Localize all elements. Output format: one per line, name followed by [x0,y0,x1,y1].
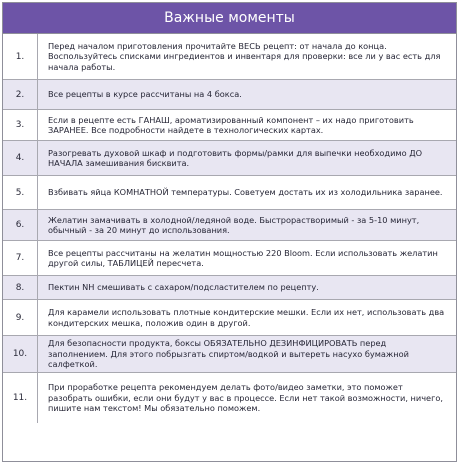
row-text: Пектин NH смешивать с сахаром/подсластителем по рецепту. [48,282,319,293]
table-row [3,210,456,241]
row-number: 10. [3,336,38,372]
row-number: 6. [3,210,38,240]
row-number: 4. [3,141,38,175]
table-row [3,336,456,373]
table-row [3,373,456,423]
table-row [3,141,456,176]
row-number: 9. [3,300,38,335]
row-text: Все рецепты в курсе рассчитаны на 4 бокса. [48,89,242,100]
table-row [3,110,456,141]
row-text: Взбивать яйца КОМНАТНОЙ температуры. Советуем достать их из холодильника заранее. [48,187,443,198]
row-text: При проработке рецепта рекомендуем делать фото/видео заметки, это поможет разобрать ошибки, если они будут у вас в процессе. Если нет такой возможности, ничего, пишите нам текстом! Мы обязательно поможем. [48,382,444,414]
row-text: Для безопасности продукта, боксы ОБЯЗАТЕЛЬНО ДЕЗИНФИЦИРОВАТЬ перед заполнением. Для этого побрызгать спиртом/водкой и вытереть насухо бумажной салфеткой. [48,338,409,370]
row-text: Разогревать духовой шкаф и подготовить формы/рамки для выпечки необходимо ДО НАЧАЛА замешивания бисквита. [48,147,423,168]
row-number: 8. [3,276,38,299]
table-row [3,176,456,210]
row-number: 3. [3,110,38,140]
table-row [3,80,456,110]
row-text: Желатин замачивать в холодной/ледяной воде. Быстрорастворимый - за 5-10 минут, обычный - за 20 минут до использования. [48,214,420,235]
row-number: 1. [3,34,38,79]
row-text: Все рецепты рассчитаны на желатин мощностью 220 Bloom. Если использовать желатин другой силы, ТАБЛИЦЕЙ пересчета. [48,247,438,268]
table-row [3,300,456,336]
row-number: 5. [3,176,38,209]
row-number: 11. [3,373,38,423]
table-row [3,276,456,300]
row-number: 7. [3,241,38,275]
row-number: 2. [3,80,38,109]
row-text: Перед началом приготовления прочитайте ВЕСЬ рецепт: от начала до конца. Воспользуйтесь списками ингредиентов и инвентаря для проверки: все ли у вас есть для начала работы. [48,40,441,72]
important-points-table [2,2,457,462]
table-row [3,241,456,276]
row-text: Для карамели использовать плотные кондитерские мешки. Если их нет, использовать два кондитерских мешка, положив один в другой. [48,307,445,328]
table-title: Важные моменты [3,3,456,34]
table-rows [3,34,456,423]
table-row [3,34,456,80]
row-text: Если в рецепте есть ГАНАШ, ароматизированный компонент – их надо приготовить ЗАРАНЕЕ. Все подробности найдете в технологических картах. [48,114,414,135]
